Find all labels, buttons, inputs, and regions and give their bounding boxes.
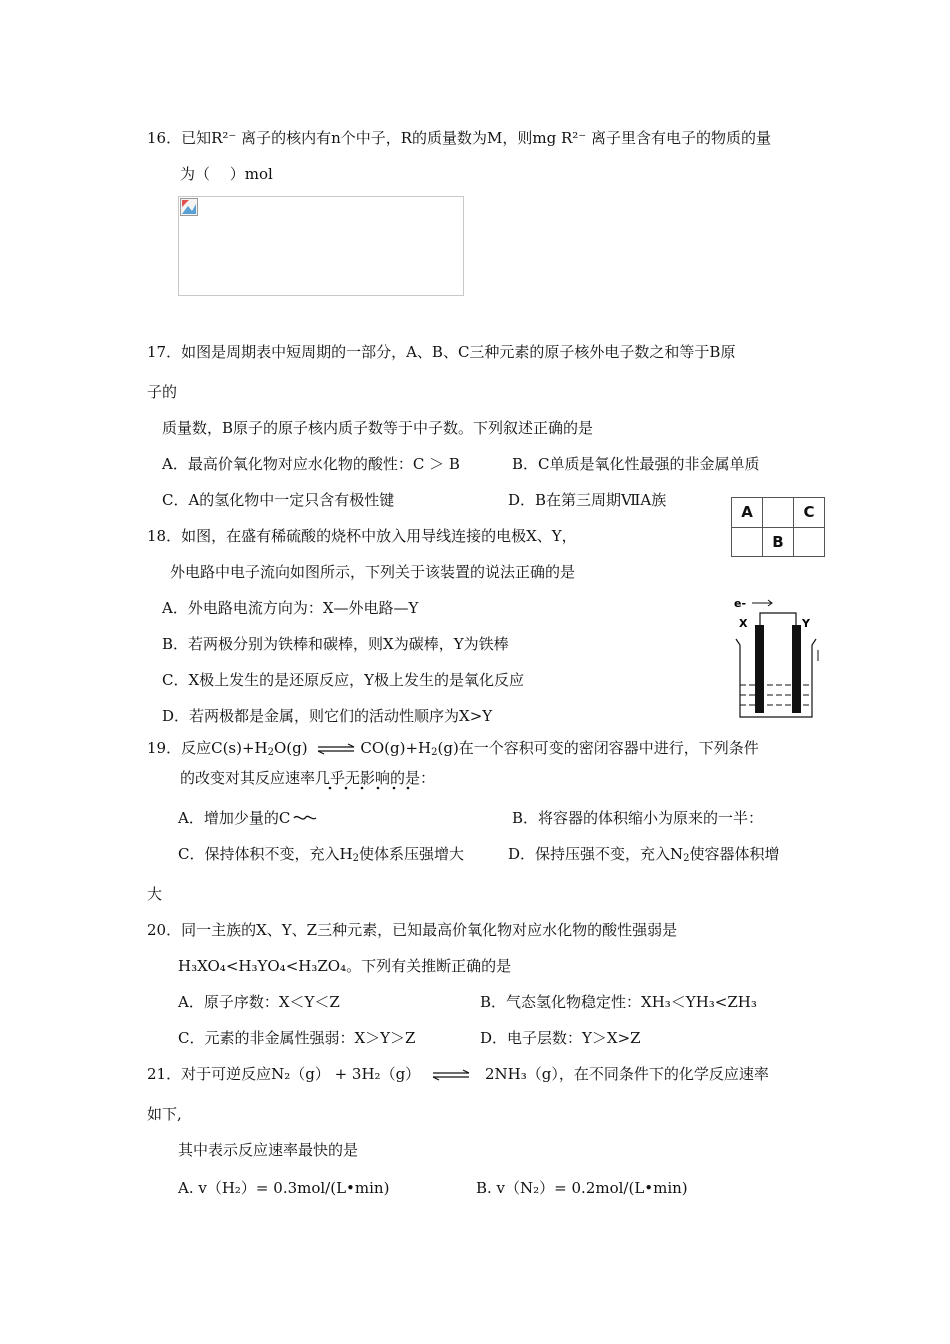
cell-empty (763, 498, 794, 528)
q21-stem-pre: 21．对于可逆反应N₂（g） + 3H₂（g） (147, 1065, 421, 1083)
q20-stem-line1: 20．同一主族的X、Y、Z三种元素，已知最高价氧化物对应水化物的酸性强弱是 (147, 921, 678, 939)
electrode-y-label: Y (802, 617, 810, 630)
q16-answer-image-placeholder (178, 196, 464, 296)
q19-stem-mid2: CO(g)+H (360, 739, 432, 757)
broken-image-icon (180, 198, 198, 216)
q20-stem-line2: H₃XO₄<H₃YO₄<H₃ZO₄。下列有关推断正确的是 (178, 957, 512, 975)
cell-a: A (732, 498, 763, 528)
q17-stem-line3: 质量数，B原子的原子核内质子数等于中子数。下列叙述正确的是 (162, 419, 594, 437)
q21-stem-line3: 其中表示反应速率最快的是 (178, 1141, 359, 1159)
q16-stem-line1: 16．已知R²⁻ 离子的核内有n个中子，R的质量数为M，则mg R²⁻ 离子里含有电子的物质的量 (147, 129, 771, 147)
equilibrium-arrow-icon (431, 1069, 471, 1081)
q18-option-d: D．若两极都是金属，则它们的活动性顺序为X>Y (162, 707, 493, 725)
q17-option-a: A．最高价氧化物对应水化物的酸性：C ＞ B (162, 455, 460, 473)
electron-label: e- (734, 597, 747, 610)
cell-c: C (794, 498, 825, 528)
q19-stem-line1: 19．反应$C(s)+H_2O(g)$ $CO(g)+H_2(g)$在一个容积可变的密闭容器中进行，下列条件 (147, 739, 759, 758)
electrode-x-label: X (739, 617, 748, 630)
q17-options-row1 (0, 454, 950, 474)
q16-stem-line2: 为（ ）mol (180, 165, 273, 183)
cell-b: B (763, 527, 794, 557)
q19-option-c: C．保持体积不变，充入$H_2$使体系压强增大 (178, 845, 464, 864)
electrode-y (792, 625, 801, 713)
wire (760, 613, 796, 625)
q19-option-d-wrap: 大 (147, 885, 163, 903)
cell-empty (732, 527, 763, 557)
q17-stem-line2: 子的 (147, 383, 178, 401)
electrode-x (755, 625, 764, 713)
q18-galvanic-cell-figure (730, 595, 820, 723)
q20-option-c: C．元素的非金属性强弱：X＞Y＞Z (178, 1029, 416, 1047)
q17-periodic-table-figure (731, 497, 825, 557)
q21-stem-post: 2NH₃（g），在不同条件下的化学反应速率 (484, 1065, 769, 1083)
q17-option-b: B．C单质是氧化性最强的非金属单质 (512, 455, 760, 473)
cell-empty (794, 527, 825, 557)
q17-stem-line1: 17．如图是周期表中短周期的一部分，A、B、C三种元素的原子核外电子数之和等于B原 (147, 343, 736, 361)
q19-stem-pre: 19．反应C(s)+H (147, 739, 268, 757)
q19-option-d: D．保持压强不变，充入$N_2$使容器体积增 (508, 845, 780, 864)
equilibrium-arrow-icon (316, 743, 356, 755)
q19-options-row1 (0, 808, 950, 828)
q21-option-b: B. v（N₂）= 0.2mol/(L•min) (476, 1179, 688, 1197)
q18-option-b: B．若两极分别为铁棒和碳棒，则X为碳棒，Y为铁棒 (162, 635, 509, 653)
q21-stem-line1 (147, 1064, 769, 1084)
q21-options-row1 (0, 1178, 950, 1198)
q19-option-b: B．将容器的体积缩小为原来的一半： (512, 809, 764, 827)
q20-option-b: B．气态氢化物稳定性：XH₃＜YH₃<ZH₃ (480, 993, 757, 1011)
scribble-mark-icon (292, 812, 318, 824)
q20-options-row2 (0, 1028, 950, 1048)
emphasis-dots (322, 784, 412, 792)
q19-stem-post: (g)在一个容积可变的密闭容器中进行，下列条件 (437, 739, 759, 757)
q17-option-c: C．A的氢化物中一定只含有极性键 (162, 491, 395, 509)
q21-option-a: A. v（H₂）= 0.3mol/(L•min) (178, 1179, 390, 1197)
q19-stem-mid1: O(g) (274, 739, 308, 757)
q21-stem-line2: 如下, (147, 1105, 182, 1123)
q19-options-row2 (0, 844, 950, 864)
q20-option-d: D．电子层数：Y＞X>Z (480, 1029, 641, 1047)
q18-stem-line2: 外电路中电子流向如图所示，下列关于该装置的说法正确的是 (170, 563, 576, 581)
q18-option-c: C．X极上发生的是还原反应，Y极上发生的是氧化反应 (162, 671, 525, 689)
q20-options-row1 (0, 992, 950, 1012)
q19-option-a: A．增加少量的C (178, 809, 291, 827)
q18-stem-line1: 18．如图，在盛有稀硫酸的烧杯中放入用导线连接的电极X、Y， (147, 527, 577, 545)
q17-option-d: D．B在第三周期ⅦA族 (508, 491, 667, 509)
q19-stem-line2: 的改变对其反应速率几乎无影响的是： (180, 769, 436, 787)
q20-option-a: A．原子序数：X＜Y＜Z (178, 993, 340, 1011)
q18-option-a: A．外电路电流方向为：X—外电路—Y (162, 599, 419, 617)
